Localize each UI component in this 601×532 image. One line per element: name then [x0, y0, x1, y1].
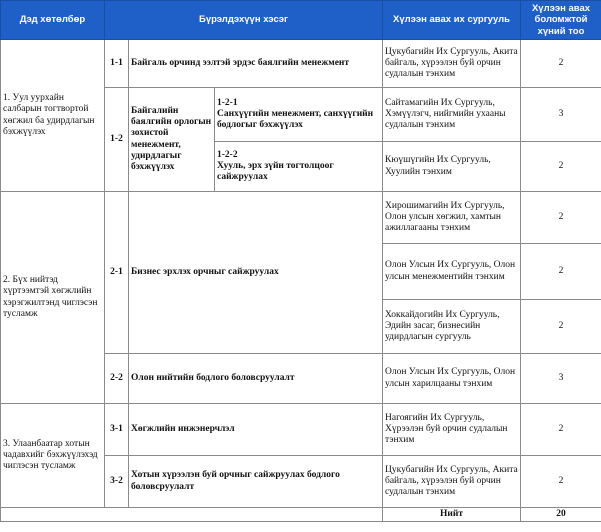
capacity-cell: 2 — [521, 404, 601, 456]
component-number: 2-1 — [105, 192, 129, 354]
university-cell: Цукубагийн Их Сургууль, Акита байгаль, хүрээлэн буй орчин судлалын тэнхим — [383, 40, 521, 88]
subcomponent-code: 1-2-1 — [217, 97, 238, 108]
subcomponent-text: Санхүүгийн менежмент, санхүүгийн бодлогыг бэхжүүлэх — [217, 108, 374, 131]
university-cell: Олон Улсын Их Сургууль, Олон улсын харилцааны тэнхим — [383, 354, 521, 404]
university-cell: Кюүшүгийн Их Сургууль, Хуулийн тэнхим — [383, 142, 521, 192]
capacity-cell: 2 — [521, 142, 601, 192]
header-components: Бүрэлдэхүүн хэсэг — [105, 1, 383, 40]
component-label: Байгаль орчинд ээлтэй эрдэс баялгийн менежмент — [129, 40, 383, 88]
table-row — [1, 192, 601, 244]
component-label: Олон нийтийн бодлого боловсруулалт — [129, 354, 383, 404]
component-label: Хөгжлийн инжэнерчлэл — [129, 404, 383, 456]
subcomponent-label — [215, 88, 383, 142]
total-row — [1, 508, 601, 522]
subcomponent-code: 1-2-2 — [217, 149, 238, 160]
component-group-label: Байгалийн баялгийн орлогын зохистой менежмент, удирдлагыг бэхжүүлэх — [129, 88, 215, 192]
header-capacity: Хүлээн авах боломжтой хүний тоо — [521, 1, 601, 40]
capacity-cell: 3 — [521, 88, 601, 142]
university-cell: Сайтамагийн Их Сургууль, Хэмүүлэгч, нийгмийн ухааны судлалын тэнхим — [383, 88, 521, 142]
program-title: 2. Бүх нийтэд хүртээмтэй хөгжлийн хэрэгжилтэнд чиглэсэн тусламж — [1, 192, 105, 404]
university-cell: Нагоягийн Их Сургууль, Хүрээлэн буй орчин судлалын тэнхим — [383, 404, 521, 456]
header-row — [1, 1, 601, 40]
university-cell: Хирошимагийн Их Сургууль, Олон улсын хөгжил, хамтын ажиллагааны тэнхим — [383, 192, 521, 244]
component-number: 1-2 — [105, 88, 129, 192]
capacity-cell: 2 — [521, 244, 601, 300]
component-label: Бизнес эрхлэх орчныг сайжруулах — [129, 192, 383, 354]
subcomponent-label — [215, 142, 383, 192]
capacity-cell: 2 — [521, 456, 601, 508]
component-number: 2-2 — [105, 354, 129, 404]
component-number: 3-2 — [105, 456, 129, 508]
capacity-cell: 2 — [521, 40, 601, 88]
capacity-cell: 2 — [521, 300, 601, 354]
university-cell: Цукубагийн Их Сургууль, Акита байгаль, хүрээлэн буй орчин судлалын тэнхим — [383, 456, 521, 508]
capacity-cell: 2 — [521, 192, 601, 244]
program-title: 1. Уул уурхайн салбарын тогтвортой хөгжил ба удирдлагын бэхжүүлэх — [1, 40, 105, 192]
table-row — [1, 40, 601, 88]
program-title: 3. Улаанбаатар хотын чадавхийг бэхжүүлэхэд чиглэсэн тусламж — [1, 404, 105, 508]
header-university: Хүлээн авах их сургууль — [383, 1, 521, 40]
university-cell: Олон Улсын Их Сургууль, Олон улсын менежментийн тэнхим — [383, 244, 521, 300]
capacity-cell: 3 — [521, 354, 601, 404]
component-number: 3-1 — [105, 404, 129, 456]
header-program: Дэд хөтөлбөр — [1, 1, 105, 40]
component-number: 1-1 — [105, 40, 129, 88]
subcomponent-text: Хууль, эрх зүйн тогтолцоог сайжруулах — [217, 160, 334, 183]
table-row — [1, 404, 601, 456]
total-value: 20 — [521, 508, 601, 522]
total-spacer — [1, 508, 383, 522]
total-label: Нийт — [383, 508, 521, 522]
university-cell: Хоккайдогийн Их Сургууль, Эдийн засаг, бизнесийн удирдлагын сургууль — [383, 300, 521, 354]
component-label: Хотын хүрээлэн буй орчныг сайжруулах бодлого боловсруулалт — [129, 456, 383, 508]
